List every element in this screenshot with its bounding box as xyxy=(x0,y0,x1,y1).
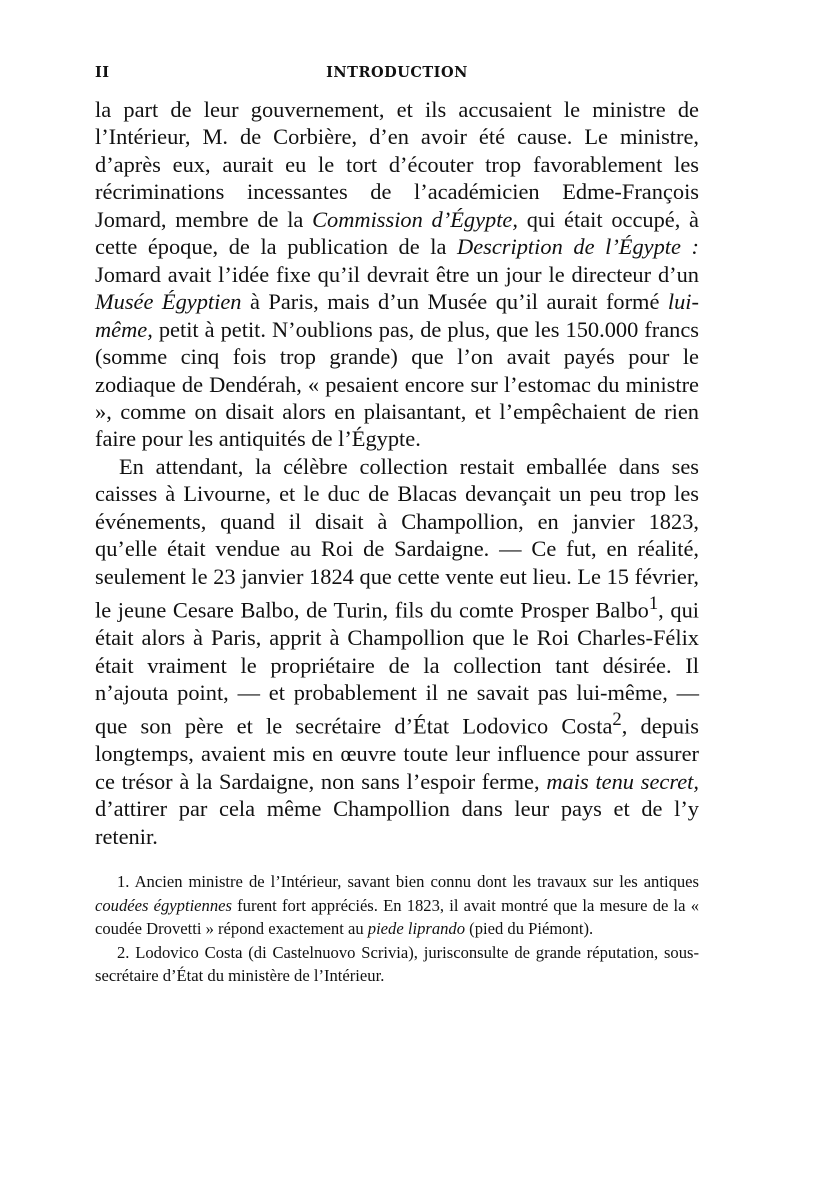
text-run: , depuis longtemps, avaient mis en œuvre toute leur influence pour assurer ce trésor à la Sardaigne, non sans l’espoir ferme, xyxy=(95,713,700,794)
text-run: furent fort appréciés. En 1823, il avait montré que la mesure de la « coudée Drovetti » répond exactement au xyxy=(95,895,700,939)
body-text xyxy=(95,96,699,850)
text-run: En attendant, la célèbre collection restait emballée dans ses caisses à Livourne, et le duc de Blacas devançait un peu trop les événements, quand il disait à Champollion, en janvier 1823, qu’elle était vendue au Roi de Sardaigne. — Ce fut, en réalité, seulement le 23 janvier 1824 que cette vente eut lieu. Le 15 février, le jeune Cesare Balbo, de Turin, fils du comte Prosper Balbo xyxy=(95,453,699,623)
italic-run: lui-même, xyxy=(95,289,699,342)
page-header xyxy=(95,64,699,96)
text-run: , qui était alors à Paris, apprit à Champollion que le Roi Charles-Félix était vraiment le propriétaire de la collection tant désirée. Il n’ajouta point, — et probablement il ne savait pas lui-même, — que son père et le secrétaire d’État Lodovico Costa xyxy=(95,597,699,739)
italic-run: coudées égyptiennes xyxy=(95,895,232,915)
italic-run: Musée Égyptien xyxy=(95,289,242,315)
text-run: à Paris, mais d’un Musée qu’il aurait formé xyxy=(241,289,668,315)
footnote-1 xyxy=(95,870,699,941)
book-page xyxy=(95,64,699,988)
running-title: INTRODUCTION xyxy=(326,64,468,81)
footnotes xyxy=(95,870,699,988)
text-run: petit à petit. N’oublions pas, de plus, que les 150.000 francs (somme cinq fois trop grande) que l’on avait payés pour le zodiaque de Dendérah, « pesaient encore sur l’estomac du ministre », comme on disait alors en plaisantant, et l’empêchaient de rien faire pour les antiquités de l’Égypte. xyxy=(95,316,699,452)
text-run: 2. Lodovico Costa (di Castelnuovo Scrivia), jurisconsulte de grande réputation, sous-secrétaire d’État du ministère de l’Intérieur. xyxy=(95,942,699,986)
paragraph-1 xyxy=(95,96,699,453)
text-run: 1. Ancien ministre de l’Intérieur, savant bien connu dont les travaux sur les antiques xyxy=(117,872,699,892)
text-run: (pied du Piémont). xyxy=(465,919,594,939)
page-number: II xyxy=(95,64,110,81)
text-run: la part de leur gouvernement, et ils accusaient le ministre de l’Intérieur, M. de Corbière, d’en avoir été cause. Le ministre, d’après eux, aurait eu le tort d’écouter trop favorablement les récriminations incessantes de l’académicien Edme-François Jomard, membre de la xyxy=(95,97,699,232)
italic-run: Description de l’Égypte : xyxy=(457,234,700,260)
italic-run: mais tenu secret, xyxy=(546,768,699,794)
footnote-ref-1[interactable]: 1 xyxy=(648,593,659,615)
text-run: qui était occupé, à cette époque, de la publication de la xyxy=(95,206,699,260)
italic-run: piede liprando xyxy=(367,919,466,939)
italic-run: Commission d’Égypte, xyxy=(312,206,518,232)
text-run: d’attirer par cela même Champollion dans leur pays et de l’y retenir. xyxy=(95,796,699,849)
footnote-ref-2[interactable]: 2 xyxy=(612,709,622,731)
footnote-2 xyxy=(95,941,699,988)
paragraph-2 xyxy=(95,453,699,850)
text-run: Jomard avait l’idée fixe qu’il devrait être un jour le directeur d’un xyxy=(95,261,699,287)
